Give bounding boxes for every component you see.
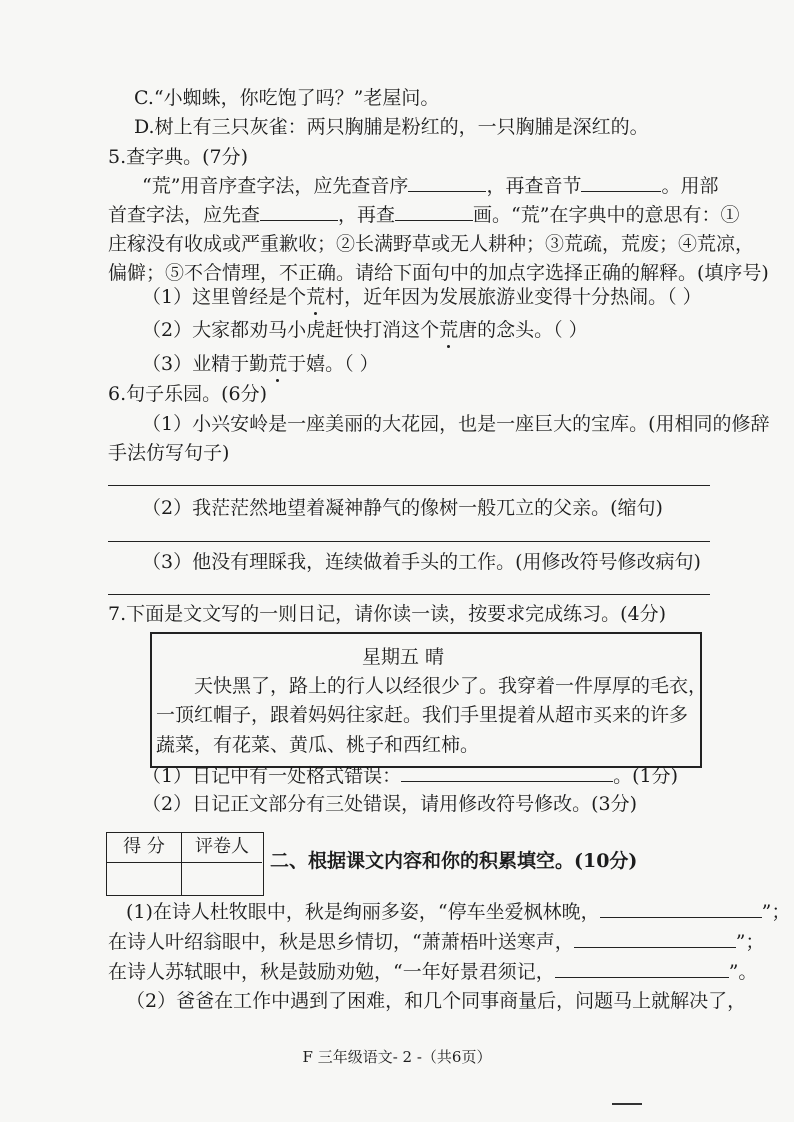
blank-yinxu[interactable] bbox=[408, 173, 486, 192]
q7-title: 7.下面是文文写的一则日记，请你读一读，按要求完成练习。(4分) bbox=[108, 603, 667, 625]
q5-title: 5.查字典。(7分) bbox=[108, 146, 249, 168]
poem-line-3: 在诗人苏轼眼中，秋是鼓励劝勉，“一年好景君须记， ”。 bbox=[108, 961, 758, 983]
page-footer: F 三年级语文- 2 -（共6页） bbox=[302, 1048, 492, 1066]
score-label: 得 分 bbox=[107, 833, 182, 863]
q5-sentence-3: （3）业精于勤荒于嬉。（ ） bbox=[142, 353, 379, 375]
score-cell[interactable] bbox=[107, 863, 182, 895]
dotted-char: 荒 bbox=[439, 319, 459, 341]
q7-item-2: （2）日记正文部分有三处错误，请用修改符号修改。(3分) bbox=[142, 793, 638, 815]
q4-option-c: C.“小蜘蛛，你吃饱了吗？”老屋问。 bbox=[134, 87, 440, 109]
diary-header: 星期五 晴 bbox=[362, 646, 445, 668]
blank-poem-2[interactable] bbox=[574, 929, 736, 948]
score-table bbox=[106, 832, 264, 896]
q4-option-d: D.树上有三只灰雀：两只胸脯是粉红的，一只胸脯是深红的。 bbox=[134, 116, 649, 138]
section-2-item-2: （2）爸爸在工作中遇到了困难，和几个同事商量后，问题马上就解决了， bbox=[126, 990, 747, 1012]
q6-title: 6.句子乐园。(6分) bbox=[108, 383, 268, 405]
blank-huashu[interactable] bbox=[395, 202, 473, 221]
blank-poem-3[interactable] bbox=[555, 959, 729, 978]
grader-label: 评卷人 bbox=[182, 833, 262, 863]
q6-item-1: （1）小兴安岭是一座美丽的大花园，也是一座巨大的宝库。(用相同的修辞 bbox=[142, 413, 770, 435]
diary-line-3: 蔬菜，有花菜、黄瓜、桃子和西红柿。 bbox=[156, 734, 480, 756]
q5-line-3: 庄稼没有收成或严重歉收；②长满野草或无人耕种；③荒疏，荒废；④荒凉， bbox=[108, 233, 755, 255]
dotted-char: 荒 bbox=[306, 286, 326, 308]
q5-sentence-2: （2）大家都劝马小虎赶快打消这个荒唐的念头。（ ） bbox=[142, 319, 588, 341]
q5-sentence-1: （1）这里曾经是个荒村，近年因为发展旅游业变得十分热闹。（ ） bbox=[142, 286, 702, 308]
section-2-title: 二、根据课文内容和你的积累填空。(10分) bbox=[270, 850, 638, 872]
blank-poem-1[interactable] bbox=[600, 899, 762, 918]
q7-item-1: （1）日记中有一处格式错误： 。(1分) bbox=[142, 765, 679, 787]
q6-item-1-cont: 手法仿写句子) bbox=[108, 442, 230, 464]
grader-cell[interactable] bbox=[182, 863, 262, 895]
q6-item-3: （3）他没有理睬我，连续做着手头的工作。(用修改符号修改病句) bbox=[142, 551, 701, 573]
blank-format-error[interactable] bbox=[401, 763, 613, 782]
q6-item-2: （2）我茫茫然地望着凝神静气的像树一般兀立的父亲。(缩句) bbox=[142, 497, 663, 519]
diary-line-1: 天快黑了，路上的行人以经很少了。我穿着一件厚厚的毛衣， bbox=[194, 675, 708, 697]
answer-line-2[interactable] bbox=[108, 541, 710, 542]
poem-line-1: (1)在诗人杜牧眼中，秋是绚丽多姿，“停车坐爱枫林晚， ”； bbox=[126, 901, 791, 923]
corner-mark bbox=[612, 1103, 642, 1105]
q5-line-4: 偏僻；⑤不合情理，不正确。请给下面句中的加点字选择正确的解释。(填序号) bbox=[108, 262, 769, 284]
blank-bushou[interactable] bbox=[260, 202, 338, 221]
poem-line-2: 在诗人叶绍翁眼中，秋是思乡情切，“萧萧梧叶送寒声， ”； bbox=[108, 931, 765, 953]
q5-line-2: 首查字法，应先查 ，再查 画。“荒”在字典中的意思有：① bbox=[108, 204, 740, 226]
answer-line-3[interactable] bbox=[108, 594, 710, 595]
diary-line-2: 一顶红帽子，跟着妈妈往家赶。我们手里提着从超市买来的许多 bbox=[156, 704, 689, 726]
answer-line-1[interactable] bbox=[108, 485, 710, 486]
q5-line-1: “荒”用音序查字法，应先查音序 ，再查音节 。用部 bbox=[142, 175, 719, 197]
blank-yinjie[interactable] bbox=[581, 173, 661, 192]
dotted-char: 荒 bbox=[268, 353, 288, 375]
